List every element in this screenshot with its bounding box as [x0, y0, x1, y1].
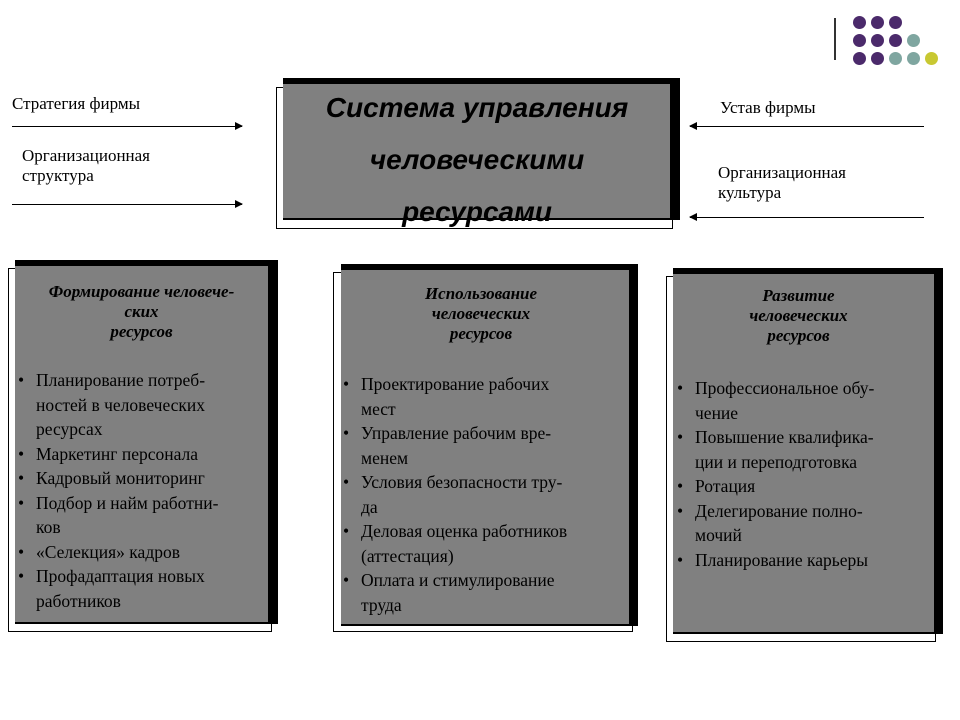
input-label-strategy: Стратегия фирмы [12, 94, 141, 113]
input-label-org-culture: Организационная культура [718, 163, 847, 202]
arrow-right-icon [12, 126, 242, 127]
decor-dot [907, 52, 920, 65]
decor-dot [889, 16, 902, 29]
list-item: • Делегирование полно- мочий [677, 500, 863, 545]
list-item: • Условия безопасности тру- да [343, 472, 563, 517]
list-item: • «Селекция» кадров [18, 541, 180, 562]
arrow-right-icon [12, 204, 242, 205]
decor-dot [871, 16, 884, 29]
decor-dot [925, 52, 938, 65]
arrow-left-icon [690, 126, 924, 127]
list-item: • Деловая оценка работников (аттестация) [343, 521, 568, 566]
decor-dot [853, 52, 866, 65]
list-item: • Управление рабочим вре- менем [343, 423, 552, 468]
decor-dot [889, 34, 902, 47]
list-item: • Проектирование рабочих мест [343, 374, 550, 419]
central-title: Система управления человеческими ресурсами [325, 92, 629, 227]
input-label-charter: Устав фирмы [720, 98, 816, 117]
list-item: • Повышение квалифика- ции и переподготовка [677, 427, 874, 472]
decor-dot [853, 34, 866, 47]
list-item: • Планирование карьеры [677, 549, 869, 570]
card-list [18, 368, 268, 613]
list-item: • Подбор и найм работни- ков [18, 492, 219, 537]
card-list [677, 376, 932, 572]
list-item: • Профессиональное обу- чение [677, 378, 875, 423]
decor-dot [871, 34, 884, 47]
decor-divider-line [834, 18, 836, 60]
list-item: • Планирование потреб- ностей в человеческих ресурсах [18, 370, 206, 439]
decor-dot [907, 34, 920, 47]
decor-dot [871, 52, 884, 65]
card-title: Использование человеческих ресурсов [424, 284, 538, 343]
card-title: Развитие человеческих ресурсов [749, 286, 848, 345]
decor-dot [853, 16, 866, 29]
list-item: • Оплата и стимулирование труда [343, 570, 555, 615]
list-item: • Кадровый мониторинг [18, 468, 205, 488]
list-item: • Маркетинг персонала [18, 443, 199, 464]
list-item: • Ротация [677, 476, 756, 496]
list-item: • Профадаптация новых работников [18, 566, 205, 611]
card-title: Формирование человече- ских ресурсов [48, 282, 235, 341]
card-list [343, 372, 628, 617]
input-label-org-structure: Организационная структура [22, 146, 151, 185]
decor-dot [889, 52, 902, 65]
arrow-left-icon [690, 217, 924, 218]
